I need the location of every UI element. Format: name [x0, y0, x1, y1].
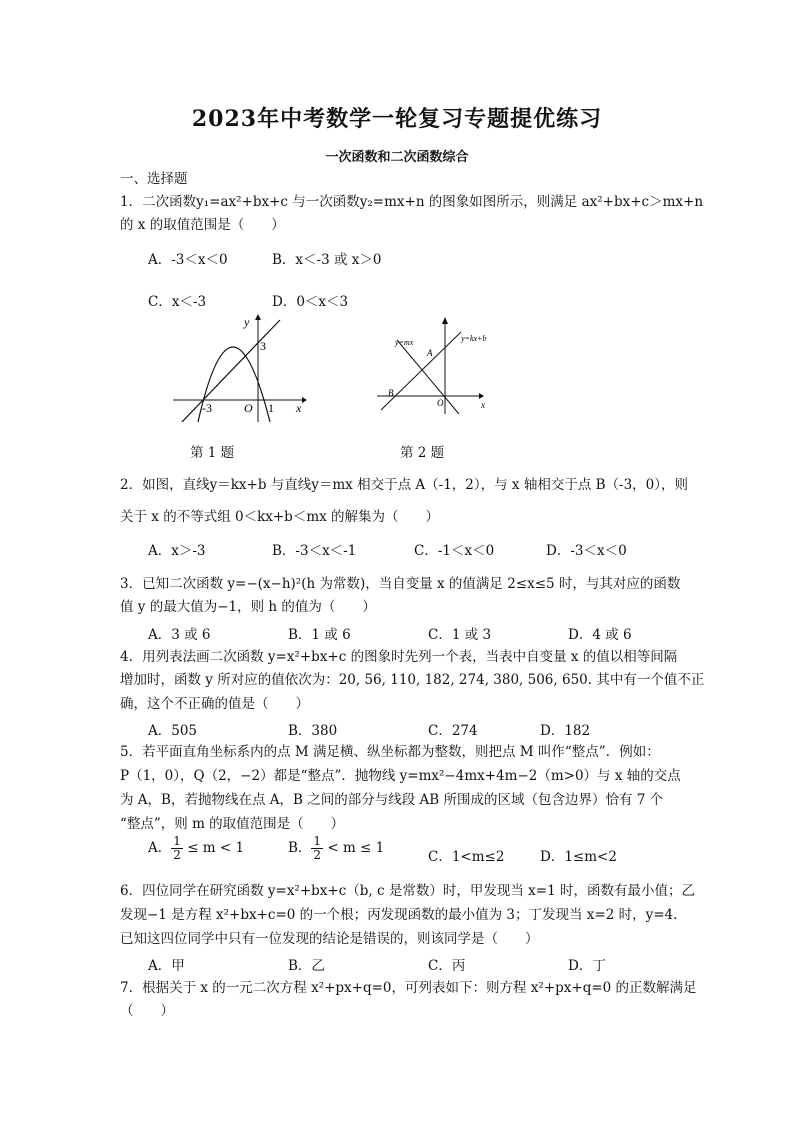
fig1-y-arrow	[255, 314, 261, 320]
figure-1	[170, 312, 310, 422]
figure-2-caption: 第 2 题	[400, 445, 445, 461]
q6-line1: 6．四位同学在研究函数 y=x²+bx+c（b, c 是常数）时，甲发现当 x=1 时，函数有最小值；乙	[120, 883, 695, 899]
fig1-label-neg3: -3	[202, 401, 212, 415]
fig2-label-o: O	[437, 398, 444, 408]
q1-option-b: B．x＜-3 或 x＞0	[272, 252, 382, 268]
q2-option-a: A．x＞-3	[148, 543, 206, 559]
fig1-label-o: O	[244, 401, 253, 415]
q4-option-d: D．182	[540, 723, 591, 739]
q5-option-a-suffix: ≤ m < 1	[187, 840, 245, 856]
q5-line4: “整点”，则 m 的取值范围是（ ）	[120, 816, 345, 832]
q4-line3: 确，这个不正确的值是（ ）	[120, 696, 309, 712]
fig2-y-arrow	[442, 317, 448, 324]
q5-option-b-numerator: 1	[313, 834, 322, 848]
fig1-x-arrow	[302, 397, 307, 403]
q6-option-a: A．甲	[148, 958, 185, 974]
fig1-label-3: 3	[260, 339, 266, 353]
figure-2	[375, 314, 500, 419]
q5-option-b-denominator: 2	[313, 848, 322, 862]
fig1-label-y: y	[244, 315, 250, 329]
q2-line1: 2．如图，直线y＝kx+b 与直线y＝mx 相交于点 A（-1，2），与 x 轴相交于点 B（-3，0），则	[120, 477, 689, 493]
q3-option-d: D．4 或 6	[568, 627, 632, 643]
q5-option-b-fraction	[311, 835, 323, 862]
q5-option-a-fraction	[171, 835, 183, 862]
q4-line2: 增加时，函数 y 所对应的值依次为：20, 56, 110, 182, 274, 380, 506, 650. 其中有一个值不正	[120, 672, 705, 688]
q2-option-d: D．-3＜x＜0	[546, 543, 627, 559]
q5-option-a-prefix: A．	[148, 840, 172, 856]
page-title: 2023年中考数学一轮复习专题提优练习	[191, 106, 603, 132]
q6-line3: 已知这四位同学中只有一位发现的结论是错误的，则该同学是（ ）	[120, 931, 539, 947]
q1-option-d: D．0＜x＜3	[272, 294, 349, 310]
q2-option-b: B．-3＜x＜-1	[272, 543, 357, 559]
q1-option-a: A．-3＜x＜0	[148, 252, 228, 268]
fig2-label-b: B	[388, 388, 394, 398]
fig1-label-x: x	[296, 401, 302, 415]
q6-option-b: B．乙	[288, 958, 325, 974]
q5-line1: 5．若平面直角坐标系内的点 M 满足横、纵坐标都为整数，则把点 M 叫作“整点”．例如：	[120, 744, 660, 760]
page-subtitle: 一次函数和二次函数综合	[325, 150, 469, 165]
q4-line1: 4．用列表法画二次函数 y=x²+bx+c 的图象时先列一个表，当表中自变量 x 的值以相等间隔	[120, 649, 678, 665]
fig2-label-a: A	[427, 348, 433, 358]
q2-line2: 关于 x 的不等式组 0＜kx+b＜mx 的解集为（ ）	[120, 509, 440, 525]
q5-option-a	[148, 835, 244, 862]
q6-line2: 发现−1 是方程 x²+bx+c=0 的一个根；丙发现函数的最小值为 3；丁发现当 x=2 时，y=4.	[120, 907, 678, 923]
q4-option-a: A．505	[148, 723, 198, 739]
q5-option-b-suffix: < m ≤ 1	[327, 840, 385, 856]
q3-line1: 3．已知二次函数 y=−(x−h)²(h 为常数)，当自变量 x 的值满足 2≤x≤5 时，与其对应的函数	[120, 576, 681, 592]
q6-option-c: C．丙	[428, 958, 466, 974]
fig2-line-kxb	[381, 332, 461, 410]
q5-option-d: D．1≤m<2	[540, 849, 617, 865]
q3-option-b: B．1 或 6	[288, 627, 351, 643]
q5-option-c: C．1<m≤2	[428, 849, 505, 865]
q2-option-c: C．-1＜x＜0	[414, 543, 495, 559]
fig2-label-mx: y=mx	[395, 338, 414, 347]
q4-option-c: C．274	[428, 723, 478, 739]
section-heading: 一、选择题	[120, 171, 188, 187]
q1-line2: 的 x 的取值范围是（ ）	[120, 217, 285, 233]
q5-option-a-numerator: 1	[173, 834, 181, 848]
fig2-label-x: x	[481, 400, 485, 410]
q7-line2: （ ）	[120, 1003, 174, 1019]
q5-option-b-prefix: B．	[288, 840, 312, 856]
q4-option-b: B．380	[288, 723, 338, 739]
figure-1-caption: 第 1 题	[190, 445, 235, 461]
q3-option-c: C．1 或 3	[428, 627, 492, 643]
q3-line2: 值 y 的最大值为−1，则 h 的值为（ ）	[120, 599, 376, 615]
q6-option-d: D．丁	[568, 958, 606, 974]
q5-line2: P（1，0），Q（2，−2）都是“整点”．抛物线 y=mx²−4mx+4m−2（m>0）与 x 轴的交点	[120, 768, 681, 784]
q3-option-a: A．3 或 6	[148, 627, 211, 643]
fig1-line	[180, 320, 280, 422]
q5-option-a-denominator: 2	[173, 848, 181, 862]
q5-option-b	[288, 835, 384, 862]
q1-option-c: C．x＜-3	[148, 294, 207, 310]
fig1-label-1: 1	[268, 401, 274, 415]
fig2-label-kxb: y=kx+b	[461, 334, 487, 343]
q1-line1: 1．二次函数y₁=ax²+bx+c 与一次函数y₂=mx+n 的图象如图所示，则满足 ax²+bx+c＞mx+n	[120, 194, 704, 210]
fig2-x-arrow	[479, 393, 484, 399]
q7-line1: 7．根据关于 x 的一元二次方程 x²+px+q=0，可列表如下：则方程 x²+px+q=0 的正数解满足	[120, 980, 697, 996]
q5-line3: 为 A，B，若抛物线在点 A，B 之间的部分与线段 AB 所围成的区域（包含边界）恰有 7 个	[120, 792, 664, 808]
